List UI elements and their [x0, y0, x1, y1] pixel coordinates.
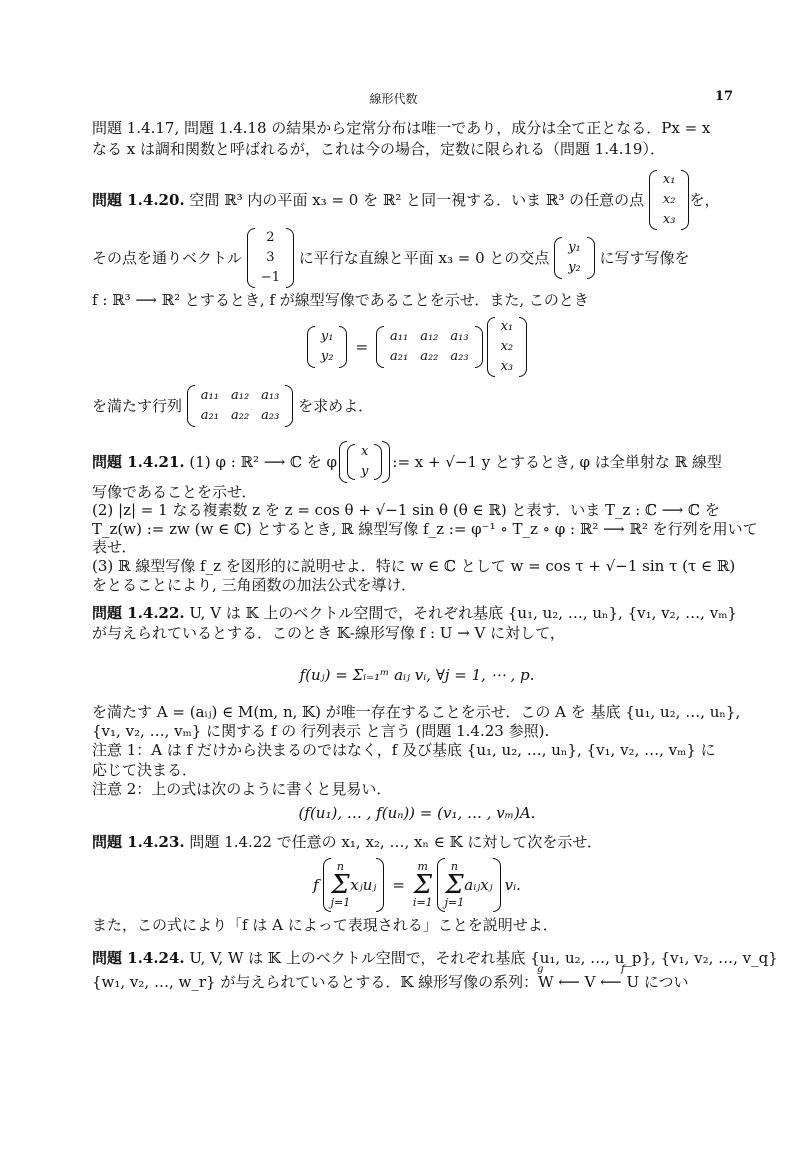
text-line: 表せ． — [92, 538, 137, 556]
vector-entry: y₁ — [568, 240, 581, 255]
matrix-entry: a₁₃ — [261, 388, 280, 403]
sum-operator: n Σ j=1 — [444, 860, 465, 909]
equation-sum — [92, 855, 742, 915]
vector-entry: y — [361, 464, 369, 479]
equation-matrix — [92, 316, 742, 378]
text-span: に平行な直線と平面 x₃ = 0 との交点 — [298, 249, 550, 267]
vector-entry: y₁ — [320, 329, 334, 344]
problem-1-4-22-line1 — [92, 603, 742, 623]
vector-xy-entries — [355, 442, 374, 482]
text-span: U, V, W は 𝕂 上のベクトル空間で，それぞれ基底 {u₁, u₂, …, u_p}, {v₁, v₂, …, v_q} — [189, 949, 778, 967]
vector-entry: x₂ — [500, 339, 514, 354]
vector-entry: −1 — [260, 270, 280, 285]
matrix-a-table — [384, 327, 475, 367]
matrix-entry: a₁₂ — [230, 388, 250, 403]
text-span: を， — [689, 191, 720, 209]
problem-1-4-21-line1 — [92, 440, 742, 484]
problem-label: 問題 1.4.20. — [92, 191, 185, 209]
matrix-a-table — [195, 386, 286, 426]
arrow-label-f: f — [621, 964, 625, 975]
problem-label: 問題 1.4.22. — [92, 604, 185, 622]
vector-entry: x₃ — [662, 212, 676, 227]
problem-1-4-20-line1 — [92, 170, 742, 230]
problem-label: 問題 1.4.21. — [92, 453, 185, 471]
text-line: をとることにより, 三角函数の加法公式を導け． — [92, 576, 416, 594]
vector-entry: 2 — [266, 230, 275, 245]
equation-matrix-form: (f(u₁), … , f(uₙ)) = (v₁, … , vₘ)A. — [298, 804, 536, 822]
matrix-entry: a₂₁ — [390, 349, 409, 364]
text-line: {v₁, v₂, …, vₘ} に関する f の 行列表示 と言う (問題 1.4.23 参照). — [92, 722, 550, 740]
eq-term: xⱼuⱼ — [350, 876, 377, 894]
text-span: U, V は 𝕂 上のベクトル空間で，それぞれ基底 {u₁, u₂, …, uₙ}, {v₁, v₂, …, vₘ} — [189, 604, 737, 622]
text-span: 問題 1.4.22 で任意の x₁, x₂, …, xₙ ∈ 𝕂 に対して次を示せ． — [189, 833, 602, 851]
matrix-a — [376, 326, 483, 368]
text-line: f : ℝ³ ⟶ ℝ² とするとき, f が線型写像であることを示せ．また, このとき — [92, 291, 589, 309]
eq-f: f — [313, 876, 319, 894]
problem-1-4-24-line1 — [92, 948, 778, 968]
matrix-a — [187, 385, 294, 427]
equals-sign: = — [355, 338, 369, 356]
matrix-entry: a₁₁ — [390, 329, 409, 344]
problem-label: 問題 1.4.24. — [92, 949, 185, 967]
text-line: また，この式により「f は A によって表現される」ことを説明せよ． — [92, 916, 558, 934]
matrix-entry: a₂₂ — [420, 349, 439, 364]
text-span: := x + √−1 y とするとき, φ は全単射な ℝ 線型 — [392, 453, 722, 471]
text-span: を求めよ． — [298, 397, 374, 415]
vector-x-entries — [495, 317, 520, 377]
vector-x — [649, 170, 690, 230]
text-line: なる x は調和関数と呼ばれるが，これは今の場合，定数に限られる（問題 1.4.19）． — [92, 140, 665, 158]
matrix-entry: a₂₃ — [450, 349, 469, 364]
vector-entry: x₂ — [662, 192, 676, 207]
text-line: 注意 2：上の式は次のように書くと見易い． — [92, 780, 392, 798]
equation-f-uj: f(uⱼ) = Σᵢ₌₁ᵐ aᵢⱼ vᵢ, ∀j = 1, ⋯ , p. — [299, 666, 535, 684]
text-span: 空間 ℝ³ 内の平面 x₃ = 0 を ℝ² と同一視する．いま ℝ³ の任意の点 — [189, 191, 645, 209]
vector-y — [307, 326, 348, 368]
text-line: (3) ℝ 線型写像 f_z を図形的に説明せよ．特に w ∈ ℂ として w = cos τ + √−1 sin τ (τ ∈ ℝ) — [92, 557, 736, 575]
matrix-entry: a₁₁ — [200, 388, 219, 403]
text-line: {w₁, v₂, …, w_r} が与えられているとする．𝕂 線形写像の系列：W ⟵ V ⟵ U につい — [92, 973, 689, 991]
vector-x-entries — [657, 170, 682, 230]
vector-entry: 3 — [266, 250, 275, 265]
text-line: 注意 1：A は f だけから決まるのではなく，f 及び基底 {u₁, u₂, …, uₙ}, {v₁, v₂, …, vₘ} に — [92, 741, 716, 759]
text-line: 写像であることを示せ． — [92, 483, 257, 501]
vector-entry: x₁ — [500, 319, 514, 334]
text-span: に写す写像を — [599, 249, 690, 267]
text-line: が与えられているとする．このとき 𝕂-線形写像 f : U → V に対して， — [92, 624, 565, 642]
arrow-label-g: g — [537, 964, 544, 975]
matrix-entry: a₂₂ — [230, 408, 250, 423]
text-line: (2) |z| = 1 なる複素数 z を z = cos θ + √−1 sin θ (θ ∈ ℝ) と表す．いま T_z : ℂ ⟶ ℂ を — [92, 501, 720, 519]
text-line: T_z(w) := zw (w ∈ ℂ) とするとき, ℝ 線型写像 f_z := φ⁻¹ ∘ T_z ∘ φ : ℝ² ⟶ ℝ² を行列を用いて — [92, 520, 758, 538]
page-number: 17 — [714, 89, 733, 104]
problem-1-4-20-line4 — [92, 384, 742, 428]
vector-direction-entries — [255, 228, 286, 288]
text-span: その点を通りベクトル — [92, 249, 243, 267]
text-line: を満たす A = (aᵢⱼ) ∈ M(m, n, 𝕂) が唯一存在することを示せ．この A を 基底 {u₁, u₂, …, uₙ}, — [92, 703, 741, 721]
vector-entry: x — [361, 444, 369, 459]
vector-y-entries — [315, 327, 340, 367]
matrix-entry: a₂₃ — [261, 408, 280, 423]
vector-x — [487, 317, 528, 377]
matrix-entry: a₁₃ — [450, 329, 469, 344]
problem-1-4-23-line1 — [92, 832, 742, 852]
text-span: を満たす行列 — [92, 397, 183, 415]
phi-argument — [339, 441, 390, 483]
text-line: 応じて決まる． — [92, 761, 198, 779]
matrix-entry: a₁₂ — [420, 329, 439, 344]
vector-entry: x₁ — [662, 172, 676, 187]
vector-y-entries — [562, 238, 587, 278]
text-line: 問題 1.4.17, 問題 1.4.18 の結果から定常分布は唯一であり，成分は全て正となる．Px = x — [92, 119, 711, 137]
problem-label: 問題 1.4.23. — [92, 833, 185, 851]
vector-direction — [247, 228, 294, 288]
sum-operator: m Σ i=1 — [412, 860, 433, 909]
sum-operator: n Σ j=1 — [330, 860, 351, 909]
vector-xy — [347, 442, 382, 482]
vector-entry: x₃ — [500, 359, 514, 374]
equals-sign: = — [392, 876, 405, 894]
vector-y — [554, 237, 595, 279]
vector-entry: y₂ — [320, 349, 334, 364]
matrix-entry: a₂₁ — [200, 408, 219, 423]
text-span: (1) φ : ℝ² ⟶ ℂ を φ — [189, 453, 338, 471]
problem-1-4-20-line2 — [92, 228, 742, 288]
vector-entry: y₂ — [568, 260, 581, 275]
eq-term: aᵢⱼxⱼ — [464, 876, 493, 894]
running-header: 線形代数 — [369, 92, 418, 106]
eq-term: vᵢ. — [504, 876, 521, 894]
